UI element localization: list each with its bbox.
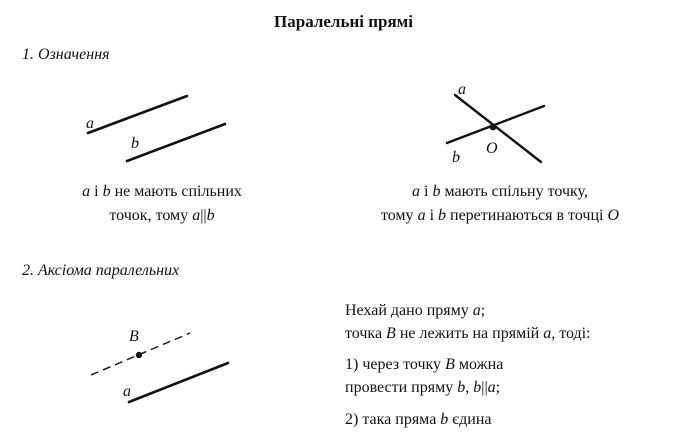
axiom-line-2: [345, 325, 591, 343]
conj: і: [90, 183, 103, 200]
axiom-text: Нехай дано пряму: [345, 302, 473, 319]
point-b: [136, 352, 142, 358]
line-b-intersecting: [447, 106, 544, 143]
intersection-point-o: [490, 124, 497, 131]
axiom-text: 1) через точку: [345, 356, 446, 373]
section-axiom-heading: 2. Аксіома паралельних: [22, 262, 180, 279]
var-a: a: [543, 325, 552, 342]
axiom-text: , тоді:: [551, 325, 591, 342]
axiom-text: ;: [480, 302, 486, 319]
page-title: Паралельні прямі: [274, 12, 413, 31]
caption-parallel-line1: [42, 180, 282, 204]
var-a: a: [417, 207, 426, 224]
axiom-text: єдина: [448, 411, 492, 428]
axiom-text: не лежить на прямій: [395, 325, 544, 342]
var-B: B: [386, 325, 396, 342]
axiom-line-5: [345, 411, 492, 429]
var-B: B: [445, 356, 455, 373]
label-o: O: [486, 140, 498, 157]
label-b-left: b: [131, 135, 139, 152]
var-b: b: [473, 379, 482, 396]
caption-text: точок, тому: [109, 207, 193, 224]
label-a-axiom: a: [123, 383, 131, 400]
var-a: a: [487, 379, 496, 396]
label-a-right: a: [458, 81, 466, 98]
var-o: O: [607, 207, 620, 224]
caption-text: перетинаються в точці: [446, 207, 608, 224]
line-a-parallel: [88, 96, 187, 133]
caption-parallel-line2: [42, 204, 282, 228]
axiom-text: ,: [465, 379, 474, 396]
axiom-line-4: [345, 379, 500, 397]
caption-parallel: [42, 180, 282, 228]
var-b: b: [457, 379, 466, 396]
conj: і: [420, 183, 433, 200]
var-a: a: [412, 183, 421, 200]
parallel-symbol: ||: [481, 379, 488, 396]
axiom-text: ;: [495, 379, 501, 396]
section-definition-heading: 1. Означення: [22, 46, 110, 63]
label-B-point: B: [129, 328, 139, 345]
var-a: a: [472, 302, 481, 319]
var-b: b: [432, 183, 441, 200]
axiom-text: 2) така пряма: [345, 411, 441, 428]
parallel-symbol: ||: [200, 207, 207, 224]
axiom-line-1: [345, 302, 485, 320]
caption-text: не мають спільних: [110, 183, 242, 200]
axiom-line-3: [345, 356, 503, 374]
caption-text: тому: [380, 207, 418, 224]
caption-intersecting-line1: [345, 180, 655, 204]
var-b: b: [102, 183, 111, 200]
caption-text: мають спільну точку,: [440, 183, 588, 200]
var-a: a: [82, 183, 91, 200]
var-b: b: [440, 411, 449, 428]
label-b-right: b: [452, 149, 460, 166]
caption-intersecting-line2: [345, 204, 655, 228]
conj: і: [425, 207, 439, 224]
caption-intersecting: [345, 180, 655, 228]
line-a-axiom: [129, 363, 228, 402]
var-b: b: [206, 207, 215, 224]
axiom-text: можна: [454, 356, 504, 373]
axiom-text: провести пряму: [345, 379, 458, 396]
axiom-text: точка: [345, 325, 387, 342]
line-a-intersecting: [455, 95, 541, 162]
var-b: b: [438, 207, 447, 224]
label-a-left: a: [86, 115, 94, 132]
var-a: a: [192, 207, 201, 224]
line-b-parallel: [127, 124, 225, 161]
